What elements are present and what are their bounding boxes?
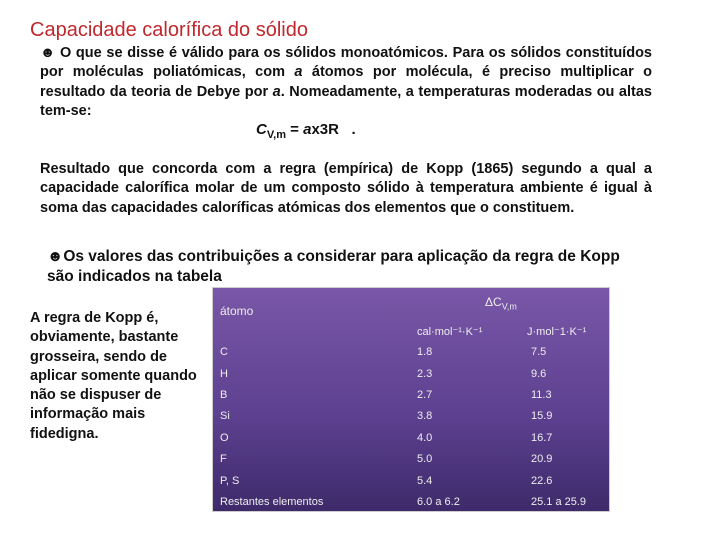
cell-j: 11.3 [531, 389, 552, 401]
cell-cal: 5.0 [417, 453, 433, 465]
cell-j: 20.9 [531, 453, 553, 465]
cell-j: 7.5 [531, 346, 547, 358]
cell-cal: 4.0 [417, 432, 433, 444]
header-delta-cv: $\Delta C_{V,m}$ [485, 295, 517, 312]
cell-j: 15.9 [531, 410, 553, 422]
cell-atom: H [220, 368, 228, 380]
paragraph-monoatomic: ☻ O que se disse é válido para os sólidos monoatómicos. Para os sólidos constituídos por moléculas poliatómicas, com a átomos por molécula, é preciso multiplicar o resultado da teoria de Debye por a. Nomeadamente, a temperaturas moderadas ou altas tem-se: [40, 45, 652, 119]
side-note: A regra de Kopp é, obviamente, bastante grosseira, sendo de aplicar somente quando não se dispuser de informação mais fidedigna. [30, 310, 197, 442]
table-row [213, 368, 609, 389]
cell-atom: P, S [220, 475, 240, 487]
cell-atom: F [220, 453, 227, 465]
paragraph-kopp: Resultado que concorda com a regra (empírica) de Kopp (1865) segundo a qual a capacidade calorífica molar de um composto sólido à temperatura ambiente é igual à soma das capacidades caloríficas atómicas dos elementos que o constituem. [40, 161, 652, 216]
table-row [213, 496, 609, 517]
unit-cal: cal·mol⁻¹·K⁻¹ [417, 326, 483, 338]
cell-cal: 3.8 [417, 410, 433, 422]
table-row [213, 475, 609, 496]
slide-title: Capacidade calorífica do sólido [30, 19, 308, 41]
table-row [213, 410, 609, 431]
table-row [213, 389, 609, 410]
cell-atom: O [220, 432, 229, 444]
cell-j: 25.1 a 25.9 [531, 496, 587, 508]
skull-icon: ☻ [47, 248, 64, 265]
cell-cal: 1.8 [417, 346, 433, 358]
kopp-table [212, 287, 610, 512]
unit-j: J·mol⁻1·K⁻¹ [527, 326, 587, 338]
cell-j: 22.6 [531, 475, 553, 487]
cell-cal: 5.4 [417, 475, 433, 487]
paragraph-table-intro: ☻Os valores das contribuições a considerar para aplicação da regra de Kopp são indicados na tabela [47, 248, 620, 285]
cell-cal: 6.0 a 6.2 [417, 496, 460, 508]
cell-atom: C [220, 346, 228, 358]
cell-cal: 2.3 [417, 368, 433, 380]
cell-atom: Si [220, 410, 230, 422]
table-row [213, 432, 609, 453]
cell-j: 9.6 [531, 368, 547, 380]
table-row [213, 453, 609, 474]
cell-j: 16.7 [531, 432, 553, 444]
cell-cal: 2.7 [417, 389, 433, 401]
header-atom: átomo [220, 304, 254, 318]
cell-atom: Restantes elementos [220, 496, 324, 508]
formula: $C_{V,m} = ax3R$ . [256, 121, 356, 141]
cell-atom: B [220, 389, 228, 401]
table-row [213, 346, 609, 367]
skull-icon: ☻ [40, 45, 56, 61]
